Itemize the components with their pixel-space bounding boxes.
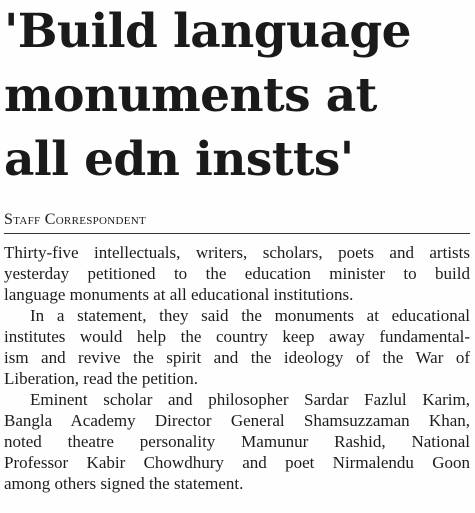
body-line: among others signed the statement. <box>4 474 244 493</box>
body-line: noted theatre personality Mamunur Rashid, National <box>4 432 470 451</box>
headline <box>4 0 472 192</box>
body-line: In a statement, they said the monuments at educational <box>30 306 470 325</box>
body-line: ism and revive the spirit and the ideology of the War of <box>4 348 470 367</box>
body-line: yesterday petitioned to the education minister to build <box>4 264 470 283</box>
article-body <box>4 242 470 494</box>
byline: Staff Correspondent <box>4 211 147 228</box>
headline-line: all edn instts' <box>4 132 354 187</box>
body-line: Professor Kabir Chowdhury and poet Nirmalendu Goon <box>4 453 470 472</box>
body-line: Eminent scholar and philosopher Sardar Fazlul Karim, <box>30 390 470 409</box>
body-line: Bangla Academy Director General Shamsuzzaman Khan, <box>4 411 470 430</box>
body-line: Thirty-five intellectuals, writers, scholars, poets and artists <box>4 243 470 262</box>
body-line: institutes would help the country keep away fundamental- <box>4 327 470 346</box>
body-line: Liberation, read the petition. <box>4 369 199 388</box>
byline-rule <box>4 233 470 234</box>
headline-line: 'Build language <box>4 4 411 59</box>
headline-line: monuments at <box>4 68 377 123</box>
body-line: language monuments at all educational institutions. <box>4 285 354 304</box>
